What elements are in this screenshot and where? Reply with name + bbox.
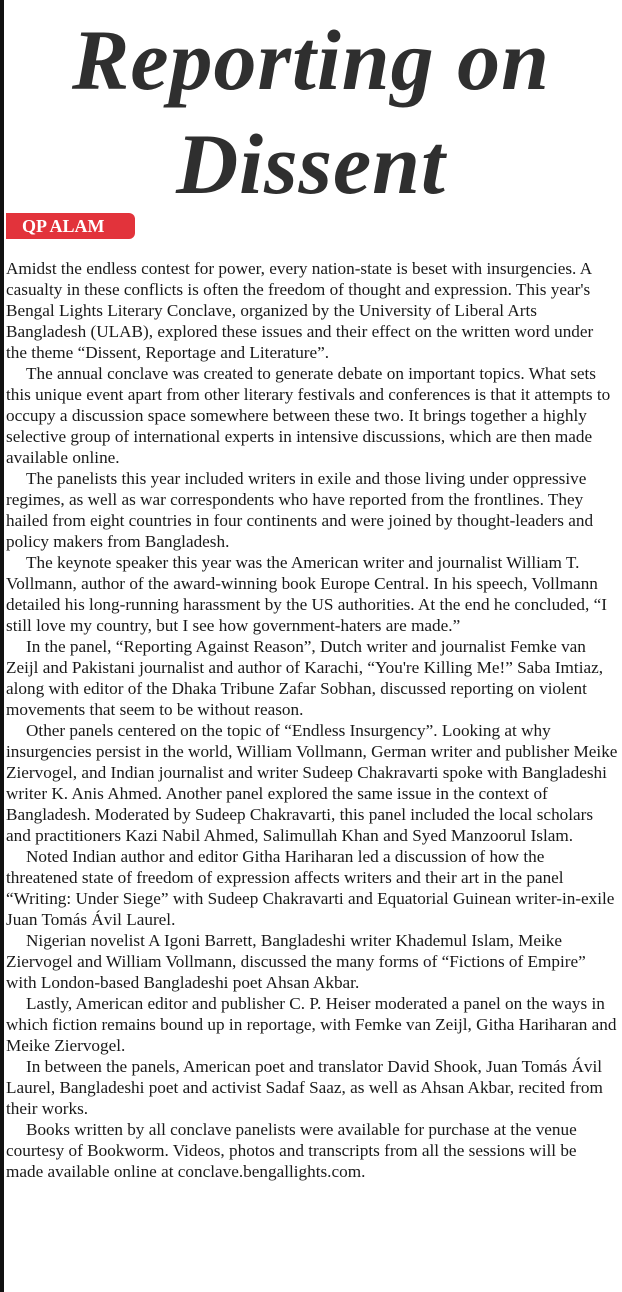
paragraph-6: Other panels centered on the topic of “Endless Insurgency”. Looking at why insurgencies persist in the world, William Vollmann, German writer and publisher Meike Ziervogel, and Indian journalist and writer Sudeep Chakravarti spoke with Bangladeshi writer K. Anis Ahmed. Another panel explored the same issue in the context of Bangladesh. Moderated by Sudeep Chakravarti, this panel included the local scholars and practitioners Kazi Nabil Ahmed, Salimullah Khan and Syed Manzoorul Islam. xyxy=(6,721,618,845)
headline-line-1: Reporting on xyxy=(72,12,550,108)
paragraph-2: The annual conclave was created to generate debate on important topics. What sets this unique event apart from other literary festivals and conferences is that it attempts to occupy a discussion space somewhere between these two. It brings together a highly selective group of international experts in intensive discussions, which are then made available online. xyxy=(6,364,611,467)
paragraph-4: The keynote speaker this year was the American writer and journalist William T. Vollmann, author of the award-winning book Europe Central. In his speech, Vollmann detailed his long-running harassment by the US authorities. At the end he concluded, “I still love my country, but I see how government-haters are made.” xyxy=(6,553,607,635)
paragraph-3: The panelists this year included writers in exile and those living under oppressive regimes, as well as war correspondents who have reported from the frontlines. They hailed from eight countries in four continents and were joined by thought-leaders and policy makers from Bangladesh. xyxy=(6,469,594,551)
paragraph-11: Books written by all conclave panelists were available for purchase at the venue courtesy of Bookworm. Videos, photos and transcripts from all the sessions will be made available online at conclave.bengallights.com. xyxy=(6,1120,577,1181)
paragraph-7: Noted Indian author and editor Githa Hariharan led a discussion of how the threatened state of freedom of expression affects writers and their art in the panel “Writing: Under Siege” with Sudeep Chakravarti and Equatorial Guinean writer-in-exile Juan Tomás Ávil Laurel. xyxy=(6,847,615,929)
paragraph-1: Amidst the endless contest for power, every nation-state is beset with insurgencies. A casualty in these conflicts is often the freedom of thought and expression. This year's Bengal Lights Literary Conclave, organized by the University of Liberal Arts Bangladesh (ULAB), explored these issues and their effect on the written word under the theme “Dissent, Reportage and Literature”. xyxy=(6,259,594,362)
paragraph-8: Nigerian novelist A Igoni Barrett, Bangladeshi writer Khademul Islam, Meike Ziervogel and William Vollmann, discussed the many forms of “Fictions of Empire” with London-based Bangladeshi poet Ahsan Akbar. xyxy=(6,931,586,992)
paragraph-9: Lastly, American editor and publisher C. P. Heiser moderated a panel on the ways in which fiction remains bound up in reportage, with Femke van Zeijl, Githa Hariharan and Meike Ziervogel. xyxy=(6,994,617,1055)
column-rule xyxy=(0,0,4,1292)
paragraph-10: In between the panels, American poet and translator David Shook, Juan Tomás Ávil Laurel, Bangladeshi poet and activist Sadaf Saaz, as well as Ahsan Akbar, recited from their works. xyxy=(6,1057,603,1118)
headline-line-2: Dissent xyxy=(176,116,446,212)
author-byline: QP ALAM xyxy=(6,213,135,239)
headline xyxy=(6,8,616,216)
article-body xyxy=(6,258,618,1182)
paragraph-5: In the panel, “Reporting Against Reason”, Dutch writer and journalist Femke van Zeijl and Pakistani journalist and author of Karachi, “You're Killing Me!” Saba Imtiaz, along with editor of the Dhaka Tribune Zafar Sobhan, discussed reporting on violent movements that seem to be without reason. xyxy=(6,637,604,719)
